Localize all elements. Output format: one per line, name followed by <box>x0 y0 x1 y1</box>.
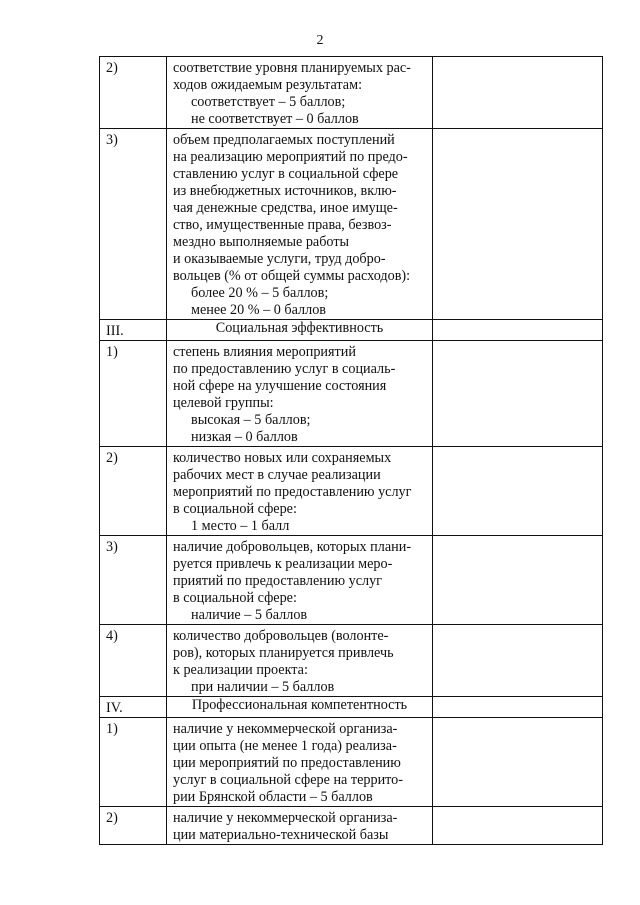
score-cell <box>433 718 603 807</box>
criterion-text-line: целевой группы: <box>173 395 274 411</box>
criterion-text-line: количество добровольцев (волонте- <box>173 628 389 644</box>
criterion-text-line: рии Брянской области – 5 баллов <box>173 789 373 805</box>
criterion-row <box>100 341 603 447</box>
score-cell <box>433 697 603 718</box>
criterion-text-line: услуг в социальной сфере на террито- <box>173 772 403 788</box>
criterion-text-line: степень влияния мероприятий <box>173 344 356 360</box>
section-header-row <box>100 320 603 341</box>
criterion-number: 2) <box>100 57 167 129</box>
criterion-row <box>100 447 603 536</box>
criterion-number: 2) <box>100 447 167 536</box>
score-cell <box>433 341 603 447</box>
criteria-table <box>99 56 603 845</box>
score-cell <box>433 129 603 320</box>
score-option: соответствует – 5 баллов; <box>191 94 346 110</box>
criterion-text-line: наличие у некоммерческой организа- <box>173 810 398 826</box>
criterion-text-line: ции мероприятий по предоставлению <box>173 755 401 771</box>
criterion-description <box>167 625 433 697</box>
score-option: 1 место – 1 балл <box>191 518 290 534</box>
criterion-description <box>167 57 433 129</box>
criterion-text-line: на реализацию мероприятий по предо- <box>173 149 408 165</box>
criterion-text-line: наличие добровольцев, которых плани- <box>173 539 412 555</box>
criterion-text-line: ров), которых планируется привлечь <box>173 645 394 661</box>
score-cell <box>433 447 603 536</box>
criterion-text-line: ной сфере на улучшение состояния <box>173 378 387 394</box>
criterion-row <box>100 129 603 320</box>
criterion-text-line: руется привлечь к реализации меро- <box>173 556 393 572</box>
criterion-row <box>100 625 603 697</box>
criterion-text-line: вольцев (% от общей суммы расходов): <box>173 268 411 284</box>
criterion-text-line: по предоставлению услуг в социаль- <box>173 361 396 377</box>
criterion-number: 2) <box>100 807 167 845</box>
score-cell <box>433 320 603 341</box>
criterion-row <box>100 536 603 625</box>
section-title: Профессиональная компетентность <box>167 697 433 718</box>
page-number: 2 <box>316 33 324 48</box>
criterion-text-line: приятий по предоставлению услуг <box>173 573 383 589</box>
criterion-number: 4) <box>100 625 167 697</box>
criterion-row <box>100 57 603 129</box>
criterion-text-line: количество новых или сохраняемых <box>173 450 392 466</box>
criterion-description <box>167 807 433 845</box>
criterion-text-line: из внебюджетных источников, вклю- <box>173 183 397 199</box>
section-title: Социальная эффективность <box>167 320 433 341</box>
score-option: менее 20 % – 0 баллов <box>191 302 326 318</box>
criterion-number: 1) <box>100 718 167 807</box>
criterion-description <box>167 341 433 447</box>
criterion-text-line: ходов ожидаемым результатам: <box>173 77 363 93</box>
criterion-number: 3) <box>100 536 167 625</box>
section-number: III. <box>100 320 167 341</box>
section-header-row <box>100 697 603 718</box>
score-option: более 20 % – 5 баллов; <box>191 285 329 301</box>
criterion-text-line: мероприятий по предоставлению услуг <box>173 484 412 500</box>
criterion-text-line: мездно выполняемые работы <box>173 234 350 250</box>
criterion-text-line: в социальной сфере: <box>173 501 297 517</box>
score-option: высокая – 5 баллов; <box>191 412 311 428</box>
score-cell <box>433 807 603 845</box>
criterion-text-line: и оказываемые услуги, труд добро- <box>173 251 386 267</box>
section-number: IV. <box>100 697 167 718</box>
score-option: низкая – 0 баллов <box>191 429 298 445</box>
criterion-number: 3) <box>100 129 167 320</box>
criterion-description <box>167 718 433 807</box>
criterion-description <box>167 536 433 625</box>
criterion-text-line: ции опыта (не менее 1 года) реализа- <box>173 738 397 754</box>
criterion-row <box>100 718 603 807</box>
score-option: не соответствует – 0 баллов <box>191 111 359 127</box>
score-cell <box>433 57 603 129</box>
criterion-row <box>100 807 603 845</box>
criterion-text-line: чая денежные средства, иное имуще- <box>173 200 398 216</box>
score-cell <box>433 625 603 697</box>
criterion-number: 1) <box>100 341 167 447</box>
criterion-text-line: к реализации проекта: <box>173 662 308 678</box>
criterion-text-line: ставлению услуг в социальной сфере <box>173 166 399 182</box>
score-cell <box>433 536 603 625</box>
score-option: наличие – 5 баллов <box>191 607 308 623</box>
criterion-text-line: рабочих мест в случае реализации <box>173 467 381 483</box>
criterion-text-line: ство, имущественные права, безвоз- <box>173 217 392 233</box>
criterion-text-line: ции материально-технической базы <box>173 827 389 843</box>
criterion-text-line: наличие у некоммерческой организа- <box>173 721 398 737</box>
criterion-description <box>167 447 433 536</box>
score-option: при наличии – 5 баллов <box>191 679 335 695</box>
criterion-description <box>167 129 433 320</box>
criterion-text-line: в социальной сфере: <box>173 590 297 606</box>
criterion-text-line: соответствие уровня планируемых рас- <box>173 60 411 76</box>
criterion-text-line: объем предполагаемых поступлений <box>173 132 395 148</box>
